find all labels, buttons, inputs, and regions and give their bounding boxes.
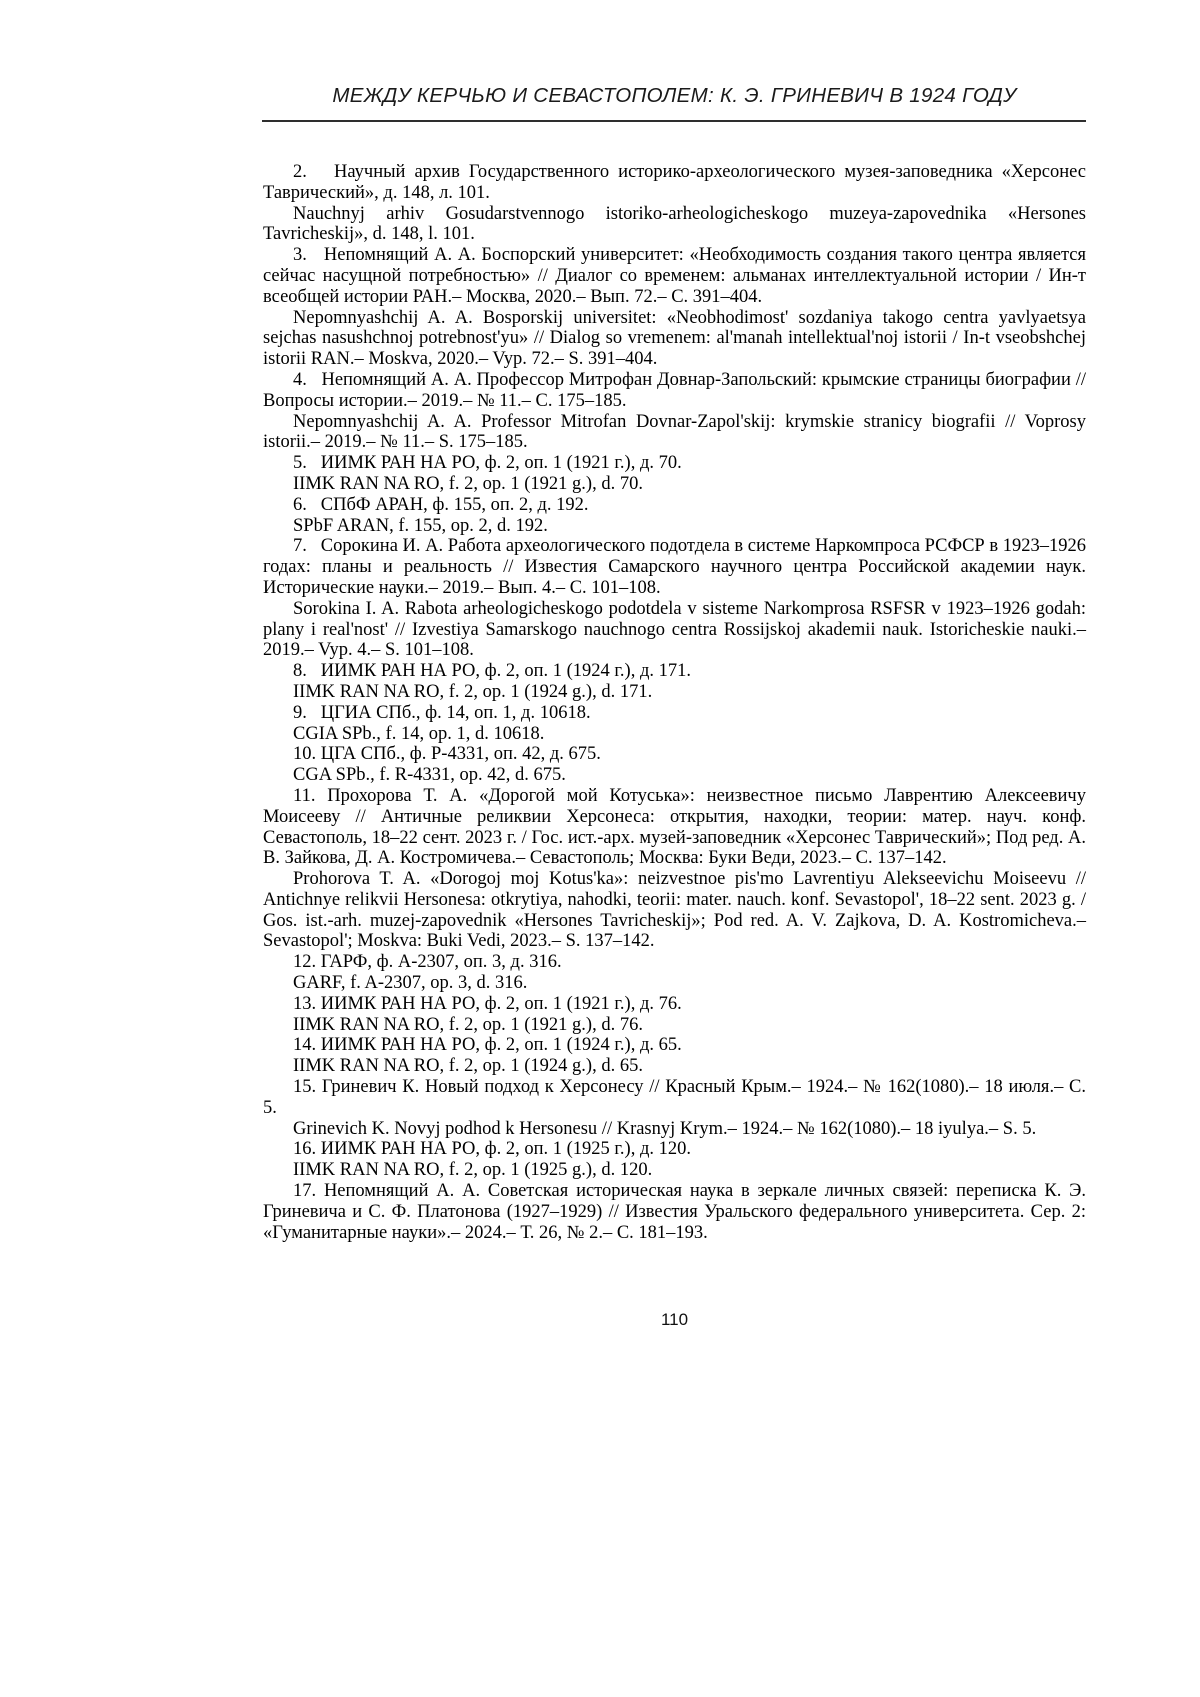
reference-7-ru: 7. Сорокина И. А. Работа археологического подотдела в системе Наркомпроса РСФСР в 1923–1926 годах: планы и реальность // Известия Самарского научного центра Российской академии наук. Исторические науки.– 2019.– Вып. 4.– С. 101–108.	[263, 536, 1086, 598]
reference-9-ru: 9. ЦГИА СПб., ф. 14, оп. 1, д. 10618.	[293, 702, 591, 723]
reference-3-ru: 3. Непомнящий А. А. Боспорский университет: «Необходимость создания такого центра является сейчас насущной потребностью» // Диалог со временем: альманах интеллектуальной истории / Ин-т всеобщей истории РАН.– Москва, 2020.– Вып. 72.– С. 391–404.	[263, 245, 1086, 307]
reference-16-ru: 16. ИИМК РАН НА РО, ф. 2, оп. 1 (1925 г.), д. 120.	[293, 1139, 691, 1160]
reference-5-translit: IIMK RAN NA RO, f. 2, op. 1 (1921 g.), d. 70.	[293, 473, 643, 494]
reference-3-translit: Nepomnyashchij A. A. Bosporskij universitet: «Neobhodimost' sozdaniya takogo centra yavlyaetsya sejchas nasushchnoj potrebnost'yu» // Dialog so vremenem: al'manah intellektual'noj istorii / In-t vseobshchej istorii RAN.– Moskva, 2020.– Vyp. 72.– S. 391–404.	[263, 307, 1086, 370]
reference-11-ru: 11. Прохорова Т. А. «Дорогой мой Котуська»: неизвестное письмо Лаврентию Алексеевичу Моисееву // Античные реликвии Херсонеса: открытия, находки, теории: матер. науч. конф. Севастополь, 18–22 сент. 2023 г. / Гос. ист.-арх. музей-заповедник «Херсонес Таврический»; Под ред. А. В. Зайкова, Д. А. Костромичева.– Севастополь; Москва: Буки Веди, 2023.– С. 137–142.	[263, 785, 1086, 869]
reference-10-ru: 10. ЦГА СПб., ф. Р-4331, оп. 42, д. 675.	[293, 744, 601, 765]
reference-14-translit: IIMK RAN NA RO, f. 2, op. 1 (1924 g.), d. 65.	[293, 1056, 643, 1077]
running-header-title: МЕЖДУ КЕРЧЬЮ И СЕВАСТОПОЛЕМ: К. Э. ГРИНЕВИЧ В 1924 ГОДУ	[332, 84, 1017, 107]
reference-10-translit: CGA SPb., f. R-4331, op. 42, d. 675.	[293, 765, 566, 786]
reference-17-ru: 17. Непомнящий А. А. Советская историческая наука в зеркале личных связей: переписка К. Э. Гриневича и С. Ф. Платонова (1927–1929) // Известия Уральского федерального университета. Сер. 2: «Гуманитарные науки».– 2024.– Т. 26, № 2.– С. 181–193.	[263, 1181, 1086, 1243]
reference-6-translit: SPbF ARAN, f. 155, op. 2, d. 192.	[293, 515, 548, 536]
reference-12-translit: GARF, f. A-2307, op. 3, d. 316.	[293, 973, 528, 994]
reference-14-ru: 14. ИИМК РАН НА РО, ф. 2, оп. 1 (1924 г.), д. 65.	[293, 1035, 682, 1056]
page-number: 110	[660, 1310, 689, 1329]
reference-8-ru: 8. ИИМК РАН НА РО, ф. 2, оп. 1 (1924 г.), д. 171.	[293, 661, 691, 682]
reference-13-ru: 13. ИИМК РАН НА РО, ф. 2, оп. 1 (1921 г.), д. 76.	[293, 993, 682, 1014]
reference-4-translit: Nepomnyashchij A. A. Professor Mitrofan Dovnar-Zapol'skij: krymskie stranicy biografii // Voprosy istorii.– 2019.– № 11.– S. 175–185.	[263, 411, 1086, 453]
reference-4-ru: 4. Непомнящий А. А. Профессор Митрофан Довнар-Запольский: крымские страницы биографии // Вопросы истории.– 2019.– № 11.– С. 175–185.	[263, 369, 1086, 411]
reference-13-translit: IIMK RAN NA RO, f. 2, op. 1 (1921 g.), d. 76.	[293, 1014, 643, 1035]
reference-7-translit: Sorokina I. A. Rabota arheologicheskogo podotdela v sisteme Narkomprosa RSFSR v 1923–1926 godah: plany i real'nost' // Izvestiya Samarskogo nauchnogo centra Rossijskoj akademii nauk. Istoricheskie nauki.– 2019.– Vyp. 4.– S. 101–108.	[263, 598, 1086, 661]
reference-5-ru: 5. ИИМК РАН НА РО, ф. 2, оп. 1 (1921 г.), д. 70.	[293, 453, 682, 474]
header-rule	[262, 120, 1086, 122]
reference-6-ru: 6. СПбФ АРАН, ф. 155, оп. 2, д. 192.	[293, 494, 589, 515]
reference-2-ru: 2. Научный архив Государственного историко-археологического музея-заповедника «Херсонес Таврический», д. 148, л. 101.	[263, 162, 1086, 203]
reference-2-translit: Nauchnyj arhiv Gosudarstvennogo istoriko-arheologicheskogo muzeya-zapovednika «Hersones Tavricheskij», d. 148, l. 101.	[263, 203, 1086, 245]
reference-11-translit: Prohorova T. A. «Dorogoj moj Kotus'ka»: neizvestnoe pis'mo Lavrentiyu Alekseevichu Moiseevu // Antichnye relikvii Hersonesa: otkrytiya, nahodki, teorii: mater. nauch. konf. Sevastopol', 18–22 sent. 2023 g. / Gos. ist.-arh. muzej-zapovednik «Hersones Tavricheskij»; Pod red. A. V. Zajkova, D. A. Kostromicheva.– Sevastopol'; Moskva: Buki Vedi, 2023.– S. 137–142.	[263, 869, 1086, 952]
reference-15-ru: 15. Гриневич К. Новый подход к Херсонесу // Красный Крым.– 1924.– № 162(1080).– 18 июля.– С. 5.	[263, 1077, 1086, 1118]
reference-9-translit: CGIA SPb., f. 14, op. 1, d. 10618.	[293, 723, 545, 744]
references-list	[263, 162, 1086, 1243]
reference-12-ru: 12. ГАРФ, ф. А-2307, оп. 3, д. 316.	[293, 952, 562, 973]
reference-8-translit: IIMK RAN NA RO, f. 2, op. 1 (1924 g.), d. 171.	[293, 681, 653, 702]
reference-16-translit: IIMK RAN NA RO, f. 2, op. 1 (1925 g.), d. 120.	[293, 1160, 653, 1181]
reference-15-translit: Grinevich K. Novyj podhod k Hersonesu // Krasnyj Krym.– 1924.– № 162(1080).– 18 iyulya.– S. 5.	[293, 1118, 1037, 1139]
